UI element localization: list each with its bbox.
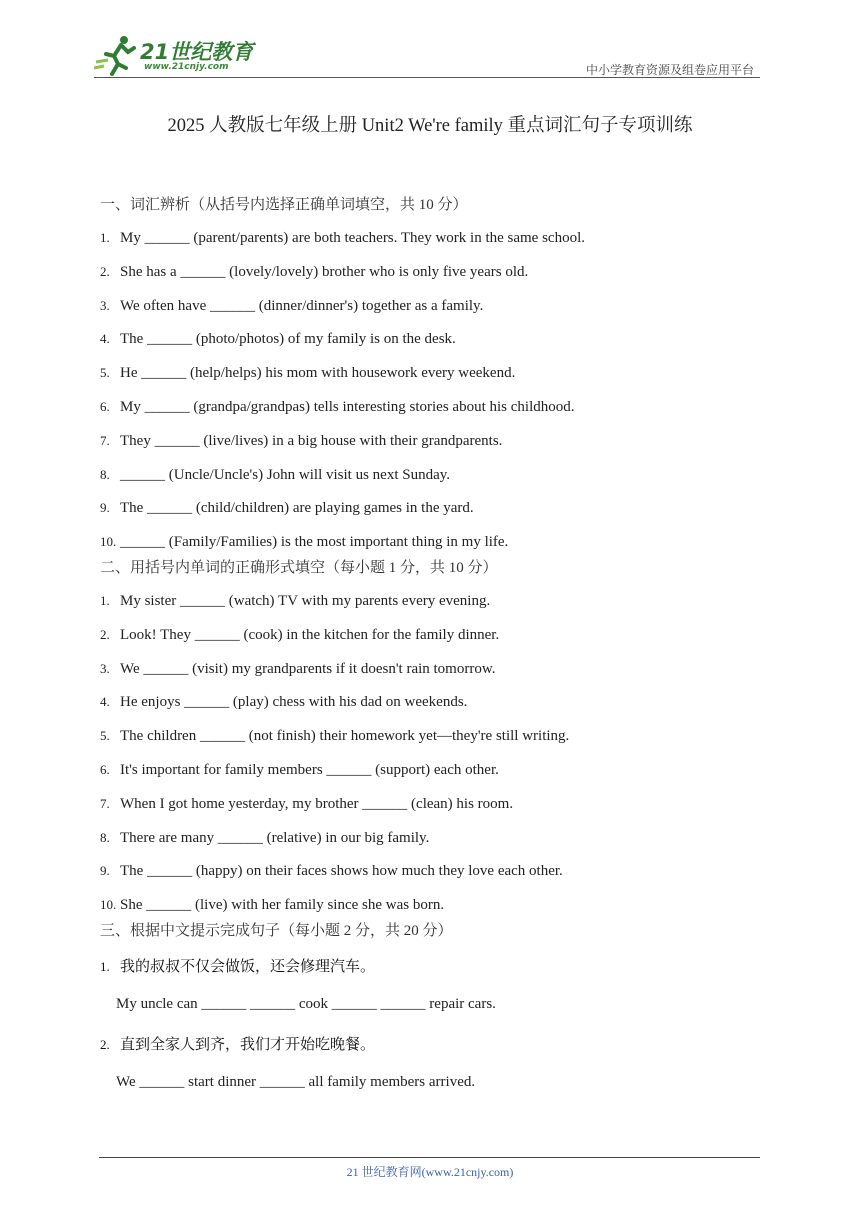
question-text: My ______ (grandpa/grandpas) tells interesting stories about his childhood.: [120, 398, 575, 415]
question-item: [100, 529, 760, 555]
question-number: 3.: [100, 297, 110, 313]
question-text: There are many ______ (relative) in our big family.: [120, 829, 430, 846]
question-text: She has a ______ (lovely/lovely) brother who is only five years old.: [120, 263, 529, 280]
question-number: 7.: [100, 795, 110, 811]
question-number: 2.: [100, 263, 110, 279]
section-3-item: [100, 953, 760, 1017]
question-item: [100, 858, 760, 884]
question-text: The ______ (happy) on their faces shows how much they love each other.: [120, 863, 563, 880]
question-item: [100, 689, 760, 715]
question-text: ______ (Uncle/Uncle's) John will visit us next Sunday.: [120, 466, 451, 483]
section-3-item: [100, 1031, 760, 1095]
question-item: [100, 428, 760, 454]
question-text: When I got home yesterday, my brother ______ (clean) his room.: [120, 795, 514, 812]
question-number: 10.: [100, 897, 117, 913]
question-item: [100, 495, 760, 521]
question-item: [100, 825, 760, 851]
footer-divider: [99, 1157, 760, 1158]
question-number: 6.: [100, 761, 110, 777]
section-2-title: 二、用括号内单词的正确形式填空（每小题 1 分，共 10 分）: [100, 559, 498, 576]
document-title: 2025 人教版七年级上册 Unit2 We're family 重点词汇句子专项训练: [167, 116, 693, 136]
question-text: The ______ (photo/photos) of my family is on the desk.: [120, 331, 456, 348]
section-3-title: 三、根据中文提示完成句子（每小题 2 分，共 20 分）: [100, 922, 453, 939]
question-number: 4.: [100, 331, 110, 347]
runner-logo-icon: [94, 34, 140, 76]
question-chinese-text: 我的叔叔不仅会做饭，还会修理汽车。: [120, 956, 376, 975]
question-text: She ______ (live) with her family since she was born.: [120, 897, 445, 914]
section-1-title: 一、词汇辨析（从括号内选择正确单词填空，共 10 分）: [100, 197, 468, 213]
question-item: [100, 588, 760, 614]
header-platform-text: 中小学教育资源及组卷应用平台: [585, 63, 754, 77]
question-item: [100, 791, 760, 817]
question-item: [100, 326, 760, 352]
header-divider: [94, 77, 760, 78]
question-number: 9.: [100, 863, 110, 879]
question-item: [100, 622, 760, 648]
section-2-questions: [100, 588, 760, 918]
page-footer: 21 世纪教育网(www.21cnjy.com): [346, 1165, 514, 1179]
question-item: [100, 757, 760, 783]
question-item: [100, 723, 760, 749]
question-item: [100, 656, 760, 682]
question-number: 1.: [100, 230, 110, 245]
question-number: 2.: [100, 626, 110, 642]
question-text: We often have ______ (dinner/dinner's) together as a family.: [120, 297, 484, 314]
question-number: 7.: [100, 432, 110, 448]
question-text: The ______ (child/children) are playing games in the yard.: [120, 500, 474, 517]
question-text: They ______ (live/lives) in a big house with their grandparents.: [120, 432, 503, 449]
question-number: 1.: [100, 592, 110, 608]
question-number: 5.: [100, 365, 110, 381]
document-body: [100, 192, 760, 1095]
question-text: My sister ______ (watch) TV with my parents every evening.: [120, 592, 491, 609]
question-text: The children ______ (not finish) their homework yet—they're still writing.: [120, 728, 570, 745]
question-chinese-prompt: [100, 953, 760, 979]
question-chinese-prompt: [100, 1031, 760, 1057]
question-chinese-text: 直到全家人到齐，我们才开始吃晚餐。: [120, 1034, 376, 1053]
question-number: 8.: [100, 466, 110, 482]
question-number: 5.: [100, 728, 110, 744]
question-item: [100, 892, 760, 918]
section-1-questions: [100, 225, 760, 555]
question-text: It's important for family members ______ (support) each other.: [120, 761, 499, 778]
question-number: 2.: [100, 1036, 110, 1052]
question-number: 1.: [100, 958, 110, 974]
question-text: Look! They ______ (cook) in the kitchen for the family dinner.: [120, 626, 500, 643]
question-number: 3.: [100, 660, 110, 676]
question-number: 10.: [100, 534, 117, 550]
question-item: [100, 394, 760, 420]
question-item: [100, 293, 760, 319]
question-text: ______ (Family/Families) is the most important thing in my life.: [120, 534, 509, 551]
logo-text: 21世纪教育: [140, 40, 254, 64]
question-number: 9.: [100, 500, 110, 516]
page-header: [0, 0, 860, 80]
question-english-answer: My uncle can ______ ______ cook ______ ______ repair cars.: [116, 995, 496, 1012]
question-item: [100, 360, 760, 386]
question-number: 6.: [100, 398, 110, 414]
question-text: My ______ (parent/parents) are both teachers. They work in the same school.: [120, 230, 585, 246]
question-number: 8.: [100, 829, 110, 845]
question-english-answer: We ______ start dinner ______ all family members arrived.: [116, 1073, 476, 1090]
site-logo: [94, 34, 264, 78]
logo-url: www.21cnjy.com: [144, 62, 229, 72]
question-number: 4.: [100, 694, 110, 710]
question-text: He ______ (help/helps) his mom with housework every weekend.: [120, 365, 516, 382]
question-item: [100, 259, 760, 285]
question-text: We ______ (visit) my grandparents if it doesn't rain tomorrow.: [120, 660, 496, 677]
question-text: He enjoys ______ (play) chess with his dad on weekends.: [120, 694, 468, 711]
question-item: [100, 462, 760, 488]
question-item: [100, 225, 760, 251]
